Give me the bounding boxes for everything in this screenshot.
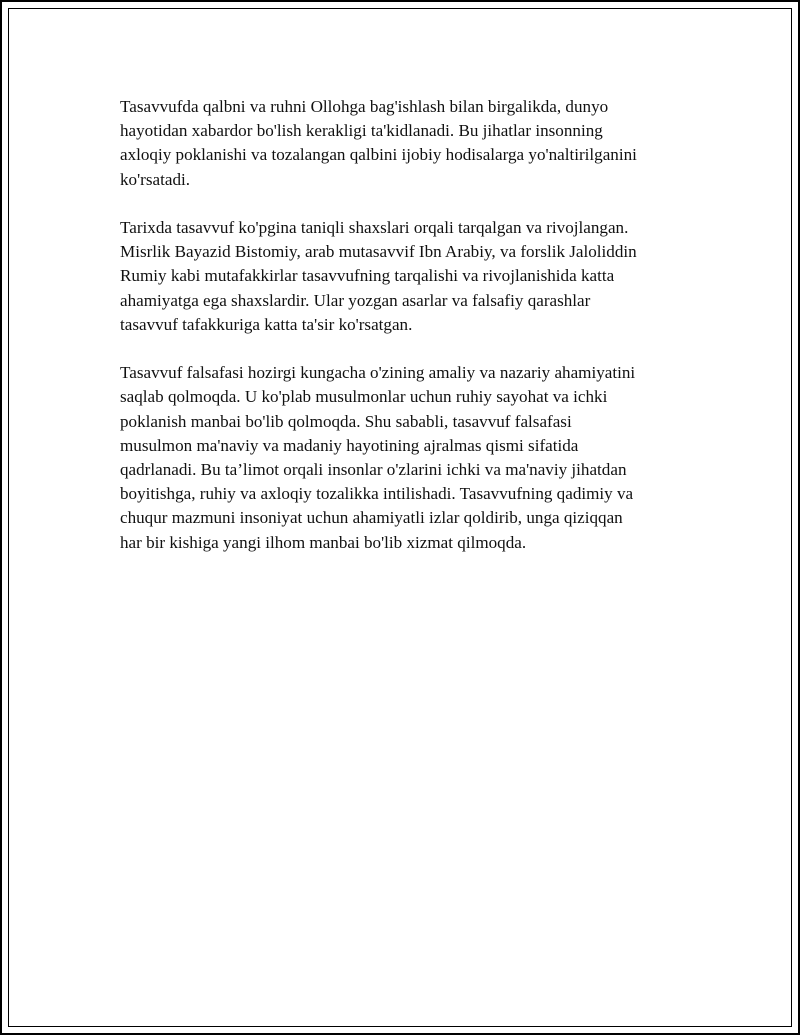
document-body: [120, 95, 690, 579]
paragraph-3: Tasavvuf falsafasi hozirgi kungacha o'zining amaliy va nazariy ahamiyatini saqlab qolmoqda. U ko'plab musulmonlar uchun ruhiy sayohat va ichki poklanish manbai bo'lib qolmoqda. Shu sababli, tasavvuf falsafasi musulmon ma'naviy va madaniy hayotining ajralmas qismi sifatida qadrlanadi. Bu ta’limot orqali insonlar o'zlarini ichki va ma'naviy jihatdan boyitishga, ruhiy va axloqiy tozalikka intilishadi. Tasavvufning qadimiy va chuqur mazmuni insoniyat uchun ahamiyatli izlar qoldirib, unga qiziqqan har bir kishiga yangi ilhom manbai bo'lib xizmat qilmoqda.: [120, 363, 636, 552]
paragraph-1: Tasavvufda qalbni va ruhni Ollohga bag'ishlash bilan birgalikda, dunyo hayotidan xabardor bo'lish kerakligi ta'kidlanadi. Bu jihatlar insonning axloqiy poklanishi va tozalangan qalbini ijobiy hodisalarga yo'naltirilganini ko'rsatadi.: [120, 97, 637, 189]
paragraph-2: Tarixda tasavvuf ko'pgina taniqli shaxslari orqali tarqalgan va rivojlangan. Misrlik Bayazid Bistomiy, arab mutasavvif Ibn Arabiy, va forslik Jaloliddin Rumiy kabi mutafakkirlar tasavvufning tarqalishi va rivojlanishida katta ahamiyatga ega shaxslardir. Ular yozgan asarlar va falsafiy qarashlar tasavvuf tafakkuriga katta ta'sir ko'rsatgan.: [120, 218, 637, 334]
